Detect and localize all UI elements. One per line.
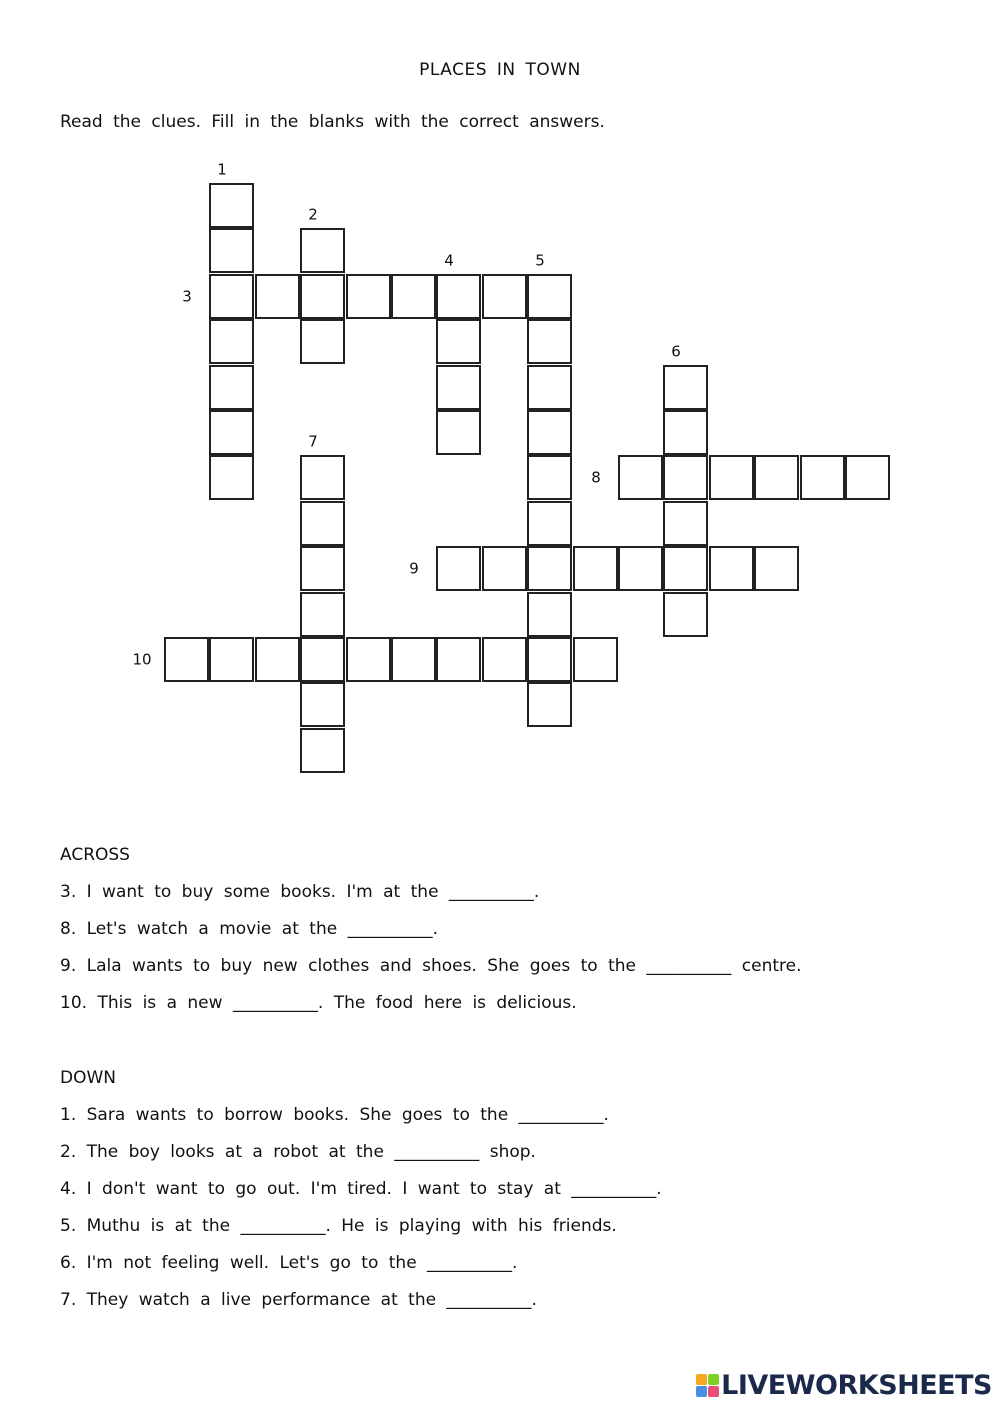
crossword-cell[interactable] <box>300 274 345 319</box>
clue-number-4: 4 <box>444 251 454 270</box>
clue-number-5: 5 <box>535 251 545 270</box>
crossword-cell[interactable] <box>573 546 618 591</box>
worksheet-title: PLACES IN TOWN <box>419 60 581 80</box>
crossword-cell[interactable] <box>527 592 572 637</box>
crossword-cell[interactable] <box>209 274 254 319</box>
crossword-cell[interactable] <box>663 455 708 500</box>
crossword-cell[interactable] <box>209 183 254 228</box>
crossword-cell[interactable] <box>436 274 481 319</box>
crossword-cell[interactable] <box>300 637 345 682</box>
crossword-cell[interactable] <box>663 546 708 591</box>
crossword-cell[interactable] <box>754 546 799 591</box>
down-clue-7: 7. They watch a live performance at the __________. <box>60 1290 537 1310</box>
across-heading: ACROSS <box>60 845 130 865</box>
crossword-cell[interactable] <box>845 455 890 500</box>
crossword-cell[interactable] <box>300 682 345 727</box>
crossword-cell[interactable] <box>300 728 345 773</box>
crossword-cell[interactable] <box>527 455 572 500</box>
crossword-cell[interactable] <box>346 274 391 319</box>
crossword-cell[interactable] <box>482 274 527 319</box>
down-clue-6: 6. I'm not feeling well. Let's go to the __________. <box>60 1253 518 1273</box>
clue-number-10: 10 <box>132 650 152 669</box>
down-clue-1: 1. Sara wants to borrow books. She goes to the __________. <box>60 1105 609 1125</box>
down-clue-5: 5. Muthu is at the __________. He is playing with his friends. <box>60 1216 617 1236</box>
across-clue-3: 3. I want to buy some books. I'm at the __________. <box>60 882 540 902</box>
crossword-cell[interactable] <box>709 546 754 591</box>
crossword-cell[interactable] <box>482 637 527 682</box>
crossword-cell[interactable] <box>436 319 481 364</box>
crossword-cell[interactable] <box>300 455 345 500</box>
crossword-cell[interactable] <box>391 637 436 682</box>
down-clue-4: 4. I don't want to go out. I'm tired. I want to stay at __________. <box>60 1179 662 1199</box>
crossword-cell[interactable] <box>663 501 708 546</box>
crossword-cell[interactable] <box>346 637 391 682</box>
crossword-cell[interactable] <box>391 274 436 319</box>
clue-number-8: 8 <box>591 468 601 487</box>
crossword-cell[interactable] <box>663 592 708 637</box>
down-clue-2: 2. The boy looks at a robot at the __________ shop. <box>60 1142 536 1162</box>
crossword-cell[interactable] <box>209 637 254 682</box>
crossword-cell[interactable] <box>164 637 209 682</box>
crossword-cell[interactable] <box>300 592 345 637</box>
clue-number-7: 7 <box>308 432 318 451</box>
instructions: Read the clues. Fill in the blanks with the correct answers. <box>60 112 605 132</box>
crossword-cell[interactable] <box>618 455 663 500</box>
crossword-cell[interactable] <box>209 410 254 455</box>
crossword-cell[interactable] <box>527 319 572 364</box>
clue-number-3: 3 <box>182 287 192 306</box>
crossword-cell[interactable] <box>209 455 254 500</box>
crossword-cell[interactable] <box>300 501 345 546</box>
across-clue-8: 8. Let's watch a movie at the __________. <box>60 919 438 939</box>
crossword-cell[interactable] <box>300 319 345 364</box>
crossword-cell[interactable] <box>527 365 572 410</box>
crossword-cell[interactable] <box>255 637 300 682</box>
crossword-cell[interactable] <box>527 682 572 727</box>
crossword-cell[interactable] <box>300 546 345 591</box>
crossword-cell[interactable] <box>618 546 663 591</box>
crossword-cell[interactable] <box>436 637 481 682</box>
crossword-cell[interactable] <box>436 410 481 455</box>
clue-number-1: 1 <box>217 160 227 179</box>
crossword-cell[interactable] <box>709 455 754 500</box>
crossword-cell[interactable] <box>209 319 254 364</box>
logo-text: LIVEWORKSHEETS <box>721 1370 992 1401</box>
clue-number-9: 9 <box>409 559 419 578</box>
crossword-cell[interactable] <box>300 228 345 273</box>
crossword-cell[interactable] <box>527 274 572 319</box>
crossword-cell[interactable] <box>527 501 572 546</box>
clue-number-2: 2 <box>308 205 318 224</box>
crossword-cell[interactable] <box>754 455 799 500</box>
crossword-cell[interactable] <box>527 410 572 455</box>
crossword-cell[interactable] <box>209 365 254 410</box>
across-clue-10: 10. This is a new __________. The food here is delicious. <box>60 993 577 1013</box>
down-heading: DOWN <box>60 1068 116 1088</box>
logo-mark-icon <box>696 1374 719 1397</box>
across-clue-9: 9. Lala wants to buy new clothes and shoes. She goes to the __________ centre. <box>60 956 802 976</box>
crossword-cell[interactable] <box>800 455 845 500</box>
crossword-cell[interactable] <box>663 365 708 410</box>
crossword-cell[interactable] <box>482 546 527 591</box>
crossword-cell[interactable] <box>527 637 572 682</box>
crossword-cell[interactable] <box>255 274 300 319</box>
liveworksheets-logo <box>696 1370 992 1401</box>
crossword-cell[interactable] <box>436 365 481 410</box>
crossword-cell[interactable] <box>663 410 708 455</box>
crossword-cell[interactable] <box>573 637 618 682</box>
crossword-cell[interactable] <box>209 228 254 273</box>
crossword-cell[interactable] <box>527 546 572 591</box>
clue-number-6: 6 <box>671 342 681 361</box>
crossword-cell[interactable] <box>436 546 481 591</box>
